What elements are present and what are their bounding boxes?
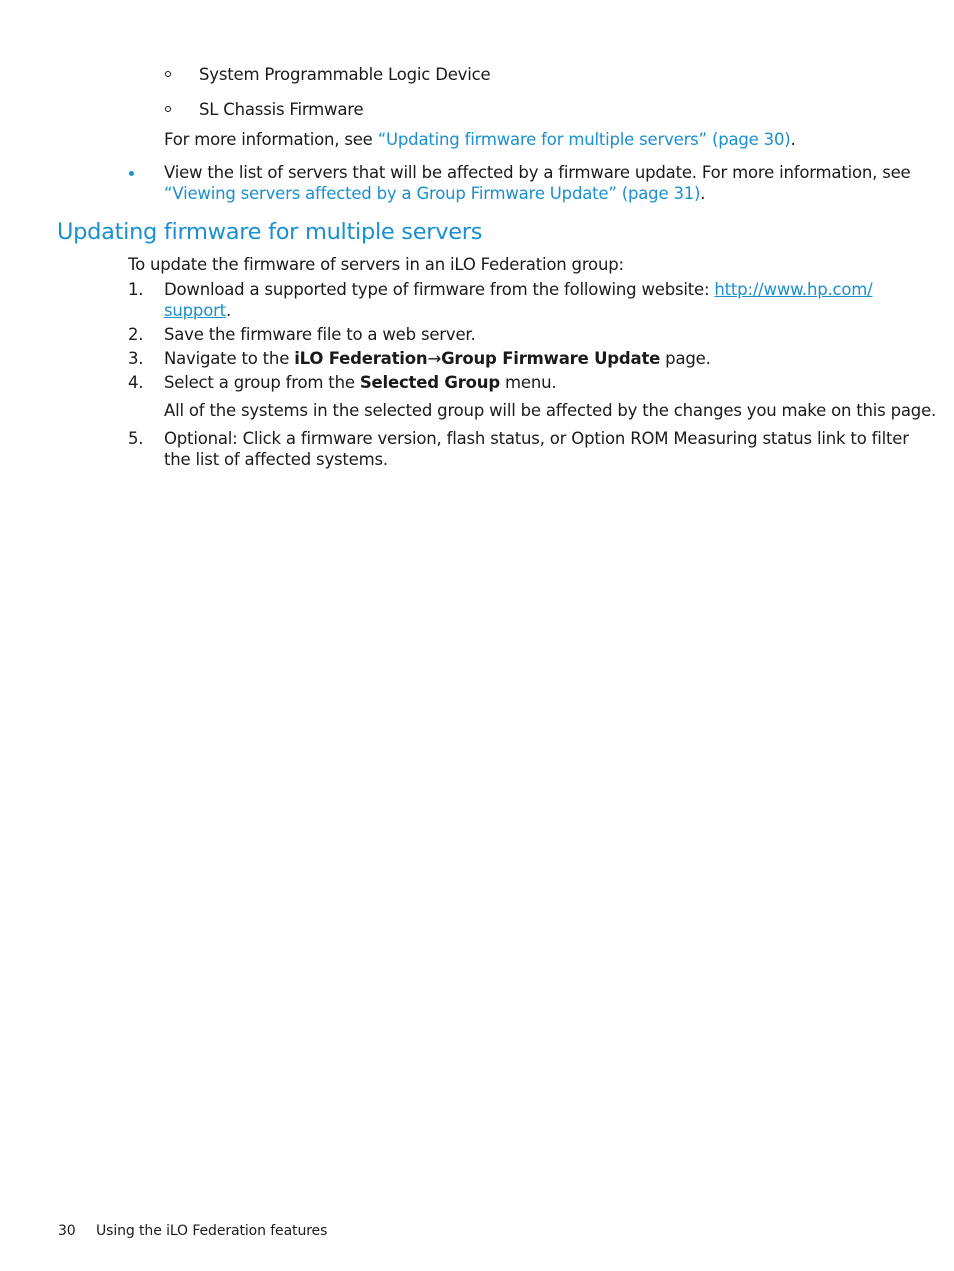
more-info-prefix: For more information, see bbox=[164, 130, 378, 149]
menu-selected-group: Selected Group bbox=[359, 373, 500, 392]
sub-bullet-icon bbox=[165, 71, 171, 77]
step-5-text-cont: the list of affected systems. bbox=[164, 450, 388, 469]
link-viewing-servers[interactable]: “Viewing servers affected by a Group Firmware Update” (page 31) bbox=[164, 184, 701, 203]
step-number: 1. bbox=[128, 280, 144, 299]
step-5-text: Optional: Click a firmware version, flash status, or Option ROM Measuring status link to filter bbox=[164, 429, 909, 448]
link-updating-firmware[interactable]: “Updating firmware for multiple servers” (page 30) bbox=[377, 130, 791, 149]
step-4-suffix: menu. bbox=[499, 373, 557, 392]
step-number: 4. bbox=[128, 373, 144, 392]
step-number: 2. bbox=[128, 325, 144, 344]
more-info-suffix: . bbox=[790, 130, 796, 149]
chapter-title: Using the iLO Federation features bbox=[96, 1223, 328, 1239]
menu-ilo-federation: iLO Federation bbox=[294, 349, 428, 368]
step-1-text-cont bbox=[164, 301, 231, 320]
arrow-icon: → bbox=[427, 349, 442, 368]
sub-list-item: System Programmable Logic Device bbox=[199, 65, 491, 84]
step-1-body: Download a supported type of firmware from the following website: bbox=[164, 280, 715, 299]
sub-bullet-icon bbox=[165, 106, 171, 112]
step-4-prefix: Select a group from the bbox=[164, 373, 360, 392]
intro-paragraph: To update the firmware of servers in an iLO Federation group: bbox=[128, 255, 624, 274]
step-1-text bbox=[164, 280, 873, 299]
menu-group-firmware-update: Group Firmware Update bbox=[441, 349, 661, 368]
sub-list-item: SL Chassis Firmware bbox=[199, 100, 364, 119]
step-4-note: All of the systems in the selected group will be affected by the changes you make on this page. bbox=[164, 401, 937, 420]
step-3-prefix: Navigate to the bbox=[164, 349, 295, 368]
step-number: 3. bbox=[128, 349, 144, 368]
link-hp-support[interactable]: http://www.hp.com/ bbox=[714, 280, 873, 299]
step-number: 5. bbox=[128, 429, 144, 448]
step-1-suffix: . bbox=[225, 301, 231, 320]
step-3-suffix: page. bbox=[660, 349, 711, 368]
bullet-suffix: . bbox=[700, 184, 706, 203]
step-2-text: Save the firmware file to a web server. bbox=[164, 325, 476, 344]
step-3-text bbox=[164, 349, 711, 368]
more-info-paragraph bbox=[164, 130, 796, 149]
link-hp-support-cont[interactable]: support bbox=[164, 301, 226, 320]
bullet-text: View the list of servers that will be affected by a firmware update. For more information, see bbox=[164, 163, 911, 182]
section-heading: Updating firmware for multiple servers bbox=[57, 219, 483, 245]
bullet-icon bbox=[129, 171, 134, 176]
bullet-link-line bbox=[164, 184, 705, 203]
page-number: 30 bbox=[58, 1223, 76, 1239]
step-4-text bbox=[164, 373, 556, 392]
